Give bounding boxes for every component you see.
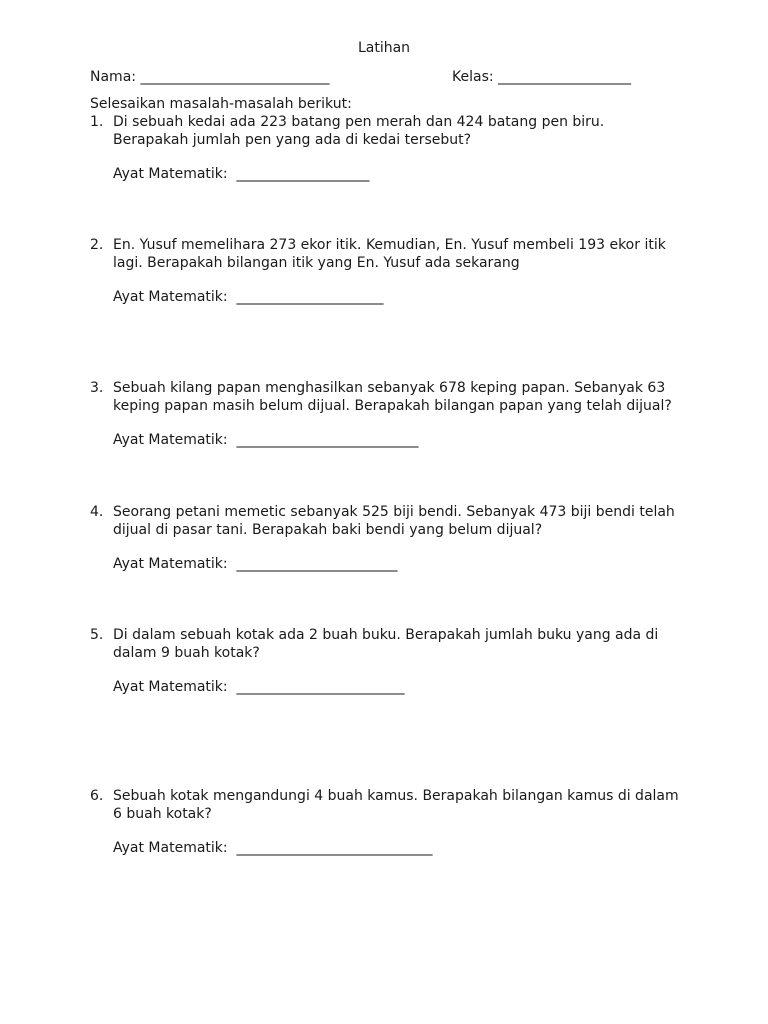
ayat-matematik-row [113,165,690,183]
question-1 [90,113,690,183]
ayat-label: Ayat Matematik: [113,840,228,856]
question-number: 2. [90,237,104,253]
question-4 [90,503,690,573]
ayat-matematik-row [113,839,690,857]
kelas-blank: ___________________ [498,69,632,85]
question-6 [90,787,690,857]
question-text: Seorang petani memetic sebanyak 525 biji bendi. Sebanyak 473 biji bendi telah dijual di pasar tani. Berapakah baki bendi yang belum dijual? [113,504,675,538]
kelas-field [452,69,631,85]
answer-blank: _______________________ [236,556,398,572]
question-3 [90,379,690,449]
ayat-matematik-row [113,431,690,449]
nama-blank: ___________________________ [140,69,330,85]
kelas-label: Kelas: [452,69,494,85]
question-text: Sebuah kilang papan menghasilkan sebanyak 678 keping papan. Sebanyak 63 keping papan masih belum dijual. Berapakah bilangan papan yang telah dijual? [113,380,672,414]
answer-blank: ____________________________ [236,840,433,856]
question-text: Di sebuah kedai ada 223 batang pen merah dan 424 batang pen biru. Berapakah jumlah pen yang ada di kedai tersebut? [113,114,605,148]
question-number: 6. [90,788,104,804]
nama-label: Nama: [90,69,136,85]
ayat-label: Ayat Matematik: [113,679,228,695]
question-2 [90,236,690,306]
question-number: 5. [90,627,104,643]
question-text: Di dalam sebuah kotak ada 2 buah buku. Berapakah jumlah buku yang ada di dalam 9 buah kotak? [113,627,659,661]
answer-blank: __________________________ [236,432,419,448]
nama-field [90,69,329,85]
ayat-matematik-row [113,678,690,696]
question-number: 1. [90,114,104,130]
ayat-label: Ayat Matematik: [113,432,228,448]
ayat-matematik-row [113,555,690,573]
answer-blank: ________________________ [236,679,405,695]
question-number: 3. [90,380,104,396]
page-title: Latihan [357,40,411,56]
ayat-label: Ayat Matematik: [113,556,228,572]
answer-blank: _____________________ [236,289,384,305]
ayat-matematik-row [113,288,690,306]
answer-blank: ___________________ [236,166,370,182]
instructions: Selesaikan masalah-masalah berikut: [90,96,352,112]
ayat-label: Ayat Matematik: [113,289,228,305]
question-text: En. Yusuf memelihara 273 ekor itik. Kemudian, En. Yusuf membeli 193 ekor itik lagi. Berapakah bilangan itik yang En. Yusuf ada sekarang [113,237,666,271]
question-text: Sebuah kotak mengandungi 4 buah kamus. Berapakah bilangan kamus di dalam 6 buah kotak? [113,788,679,822]
question-5 [90,626,690,696]
ayat-label: Ayat Matematik: [113,166,228,182]
question-number: 4. [90,504,104,520]
